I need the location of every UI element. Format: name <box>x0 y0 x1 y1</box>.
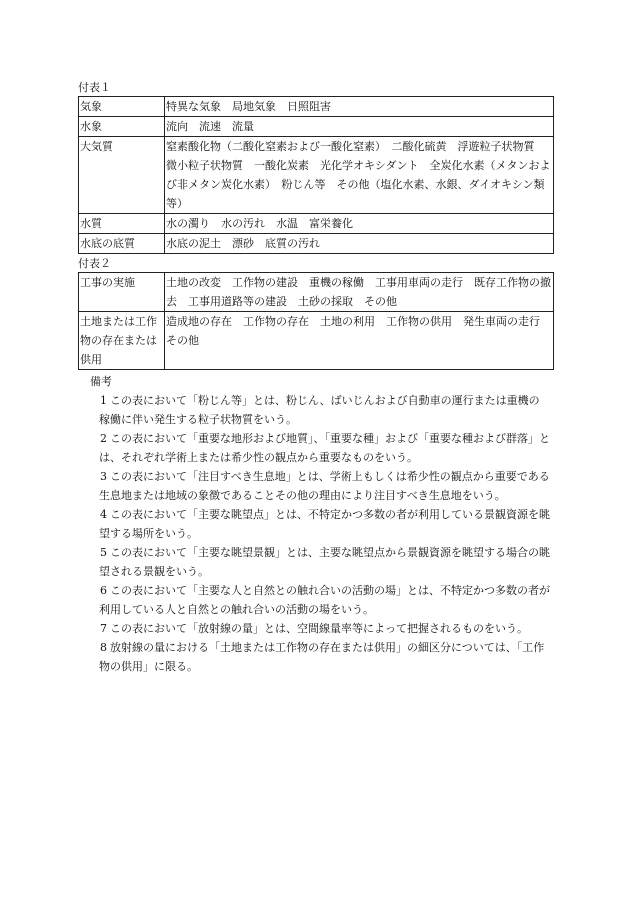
notes-title: 備考 <box>90 375 112 388</box>
note-item <box>78 619 554 638</box>
note-text: 放射線の量における「土地または工作物の存在または供用」の細区分については、「工作物の供用」に限る。 <box>99 641 545 673</box>
row-label: 工事の実施 <box>79 273 165 312</box>
note-item <box>78 391 554 429</box>
document-page <box>78 80 554 676</box>
row-label: 水質 <box>79 214 165 234</box>
note-number: 7 <box>100 622 107 635</box>
note-text: この表において「主要な人と自然との触れ合いの活動の場」とは、不特定かつ多数の者が利用している人と自然との触れ合いの活動の場をいう。 <box>99 584 550 616</box>
table-row <box>79 117 554 137</box>
note-item <box>78 467 554 505</box>
note-item <box>78 505 554 543</box>
note-number: 4 <box>100 508 107 521</box>
table-row <box>79 97 554 117</box>
note-number: 1 <box>100 394 107 407</box>
row-label: 土地または工作物の存在または供用 <box>79 312 165 370</box>
row-label: 水象 <box>79 117 165 137</box>
note-number: 3 <box>100 470 107 483</box>
note-text: この表において「主要な眺望景観」とは、主要な眺望点から景観資源を眺望する場合の眺望される景観をいう。 <box>99 546 550 578</box>
row-label: 水底の底質 <box>79 234 165 254</box>
table-row <box>79 273 554 312</box>
table-row <box>79 214 554 234</box>
note-item <box>78 429 554 467</box>
table-row <box>79 137 554 214</box>
note-text: この表において「粉じん等」とは、粉じん、ばいじんおよび自動車の運行または重機の稼働に伴い発生する粒子状物質をいう。 <box>99 394 540 426</box>
row-content: 特異な気象 局地気象 日照阻害 <box>165 97 554 117</box>
table2 <box>78 272 554 370</box>
note-text: この表において「注目すべき生息地」とは、学術上もしくは希少性の観点から重要である生息地または地域の象徴であることその他の理由により注目すべき生息地をいう。 <box>99 470 550 502</box>
note-item <box>78 543 554 581</box>
note-number: 8 <box>100 641 107 654</box>
row-label: 大気質 <box>79 137 165 214</box>
note-item <box>78 638 554 676</box>
note-text: この表において「重要な地形および地質」、「重要な種」および「重要な種および群落」とは、それぞれ学術上または希少性の観点から重要なものをいう。 <box>99 432 550 464</box>
table1-caption: 付表１ <box>78 81 111 94</box>
row-label: 気象 <box>79 97 165 117</box>
row-content: 窒素酸化物（二酸化窒素および一酸化窒素） 二酸化硫黄 浮遊粒子状物質 微小粒子状物質 一酸化炭素 光化学オキシダント 全炭化水素（メタンおよび非メタン炭化水素） 粉じん等 その他（塩化水素、水銀、ダイオキシン類等） <box>165 137 554 214</box>
note-number: 5 <box>100 546 107 559</box>
note-number: 2 <box>100 432 107 445</box>
row-content: 土地の改変 工作物の建設 重機の稼働 工事用車両の走行 既存工作物の撤去 工事用道路等の建設 土砂の採取 その他 <box>165 273 554 312</box>
table2-caption: 付表２ <box>78 257 111 270</box>
row-content: 造成地の存在 工作物の存在 土地の利用 工作物の供用 発生車両の走行 その他 <box>165 312 554 370</box>
row-content: 水の濁り 水の汚れ 水温 富栄養化 <box>165 214 554 234</box>
notes-section <box>78 372 554 676</box>
table-row <box>79 312 554 370</box>
note-text: この表において「放射線の量」とは、空間線量率等によって把握されるものをいう。 <box>110 622 528 635</box>
row-content: 水底の泥土 漂砂 底質の汚れ <box>165 234 554 254</box>
table-row <box>79 234 554 254</box>
note-text: この表において「主要な眺望点」とは、不特定かつ多数の者が利用している景観資源を眺望する場所をいう。 <box>99 508 550 540</box>
row-content: 流向 流速 流量 <box>165 117 554 137</box>
note-number: 6 <box>100 584 107 597</box>
table1 <box>78 96 554 254</box>
note-item <box>78 581 554 619</box>
